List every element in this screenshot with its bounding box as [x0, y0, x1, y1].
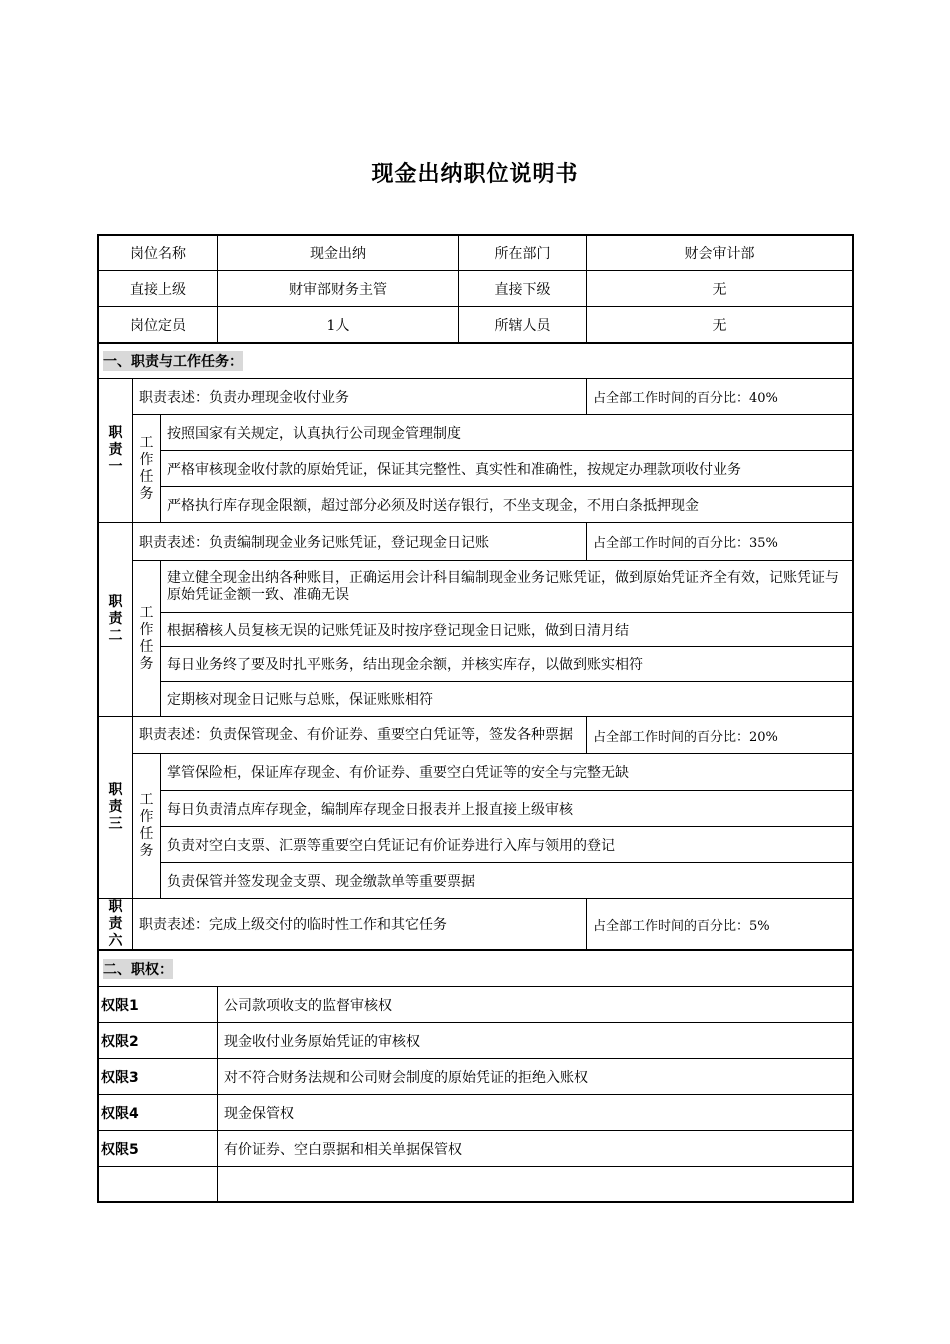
authority-2-text: 现金收付业务原始凭证的审核权: [224, 1033, 420, 1050]
duty-3-percentage: 占全部工作时间的百分比：20%: [593, 729, 778, 745]
duty-2-label: 职 责 二: [108, 594, 123, 644]
duty-1-task-3: 严格执行库存现金限额，超过部分必须及时送存银行，不坐支现金，不用白条抵押现金: [167, 497, 699, 514]
authority-3-name: 权限3: [101, 1069, 139, 1086]
label-headcount: 岗位定员: [130, 317, 186, 334]
value-position-name: 现金出纳: [310, 245, 366, 262]
duty-2-task-label: 工 作 任 务: [139, 604, 154, 672]
value-staff: 无: [712, 317, 727, 334]
value-direct-superior: 财审部财务主管: [289, 281, 387, 298]
duty-3-label: 职 责 三: [108, 782, 123, 832]
duty-2-task-2: 根据稽核人员复核无误的记账凭证及时按序登记现金日记账，做到日清月结: [167, 622, 629, 639]
duty-6-percentage: 占全部工作时间的百分比：5%: [593, 918, 770, 934]
duty-6-label: 职 责 六: [108, 898, 123, 949]
duty-3-task-1: 掌管保险柜，保证库存现金、有价证券、重要空白凭证等的安全与完整无缺: [167, 765, 629, 781]
duty-6-description: 职责表述：完成上级交付的临时性工作和其它任务: [139, 917, 447, 933]
duty-2-task-4: 定期核对现金日记账与总账，保证账账相符: [167, 692, 433, 708]
duty-2-description: 职责表述：负责编制现金业务记账凭证，登记现金日记账: [139, 534, 489, 551]
duty-3-task-2: 每日负责清点库存现金，编制库存现金日报表并上报直接上级审核: [167, 801, 573, 818]
label-staff: 所辖人员: [494, 317, 551, 334]
duty-3-task-4: 负责保管并签发现金支票、现金缴款单等重要票据: [167, 873, 475, 890]
duty-1-percentage: 占全部工作时间的百分比：40%: [593, 391, 778, 406]
value-direct-subordinate: 无: [712, 281, 727, 298]
duty-1-task-1: 按照国家有关规定，认真执行公司现金管理制度: [167, 425, 461, 442]
section-duties-heading: 一、职责与工作任务：: [99, 344, 852, 378]
authority-1-text: 公司款项收支的监督审核权: [224, 997, 392, 1014]
duty-1-description: 职责表述：负责办理现金收付业务: [139, 389, 349, 406]
label-position-name: 岗位名称: [130, 245, 186, 262]
duty-1-task-label: 工 作 任 务: [139, 434, 154, 502]
empty-authority-text: [218, 1167, 852, 1201]
value-headcount: 1人: [326, 317, 350, 334]
duty-1-label: 职 责 一: [108, 425, 123, 475]
authority-2-name: 权限2: [101, 1033, 139, 1050]
duty-1-task-2: 严格审核现金收付款的原始凭证，保证其完整性、真实性和准确性，按规定办理款项收付业务: [167, 461, 741, 478]
authority-4-text: 现金保管权: [224, 1105, 294, 1122]
section-authority-heading: 二、职权：: [99, 951, 852, 986]
authority-4-name: 权限4: [101, 1105, 139, 1122]
authority-5-text: 有价证券、空白票据和相关单据保管权: [224, 1141, 462, 1158]
duty-2-percentage: 占全部工作时间的百分比：35%: [593, 536, 778, 551]
label-department: 所在部门: [494, 245, 551, 262]
duty-3-description: 职责表述：负责保管现金、有价证券、重要空白凭证等，签发各种票据: [139, 727, 573, 743]
value-department: 财会审计部: [684, 245, 755, 262]
label-direct-subordinate: 直接下级: [494, 281, 551, 298]
authority-5-name: 权限5: [101, 1141, 139, 1158]
duty-2-task-3: 每日业务终了要及时扎平账务，结出现金余额，并核实库存，以做到账实相符: [167, 657, 643, 673]
duty-3-task-3: 负责对空白支票、汇票等重要空白凭证记有价证券进行入库与领用的登记: [167, 837, 615, 854]
label-direct-superior: 直接上级: [130, 281, 186, 298]
authority-3-text: 对不符合财务法规和公司财会制度的原始凭证的拒绝入账权: [224, 1069, 588, 1086]
authority-1-name: 权限1: [101, 997, 139, 1014]
duty-3-task-label: 工 作 任 务: [139, 792, 154, 859]
empty-authority-name: [99, 1167, 217, 1201]
page-title: 现金出纳职位说明书: [371, 162, 579, 187]
duty-2-task-1: 建立健全现金出纳各种账目，正确运用会计科目编制现金业务记账凭证，做到原始凭证齐全有效，记账凭证与原始凭证金额一致、准确无误: [167, 569, 839, 603]
